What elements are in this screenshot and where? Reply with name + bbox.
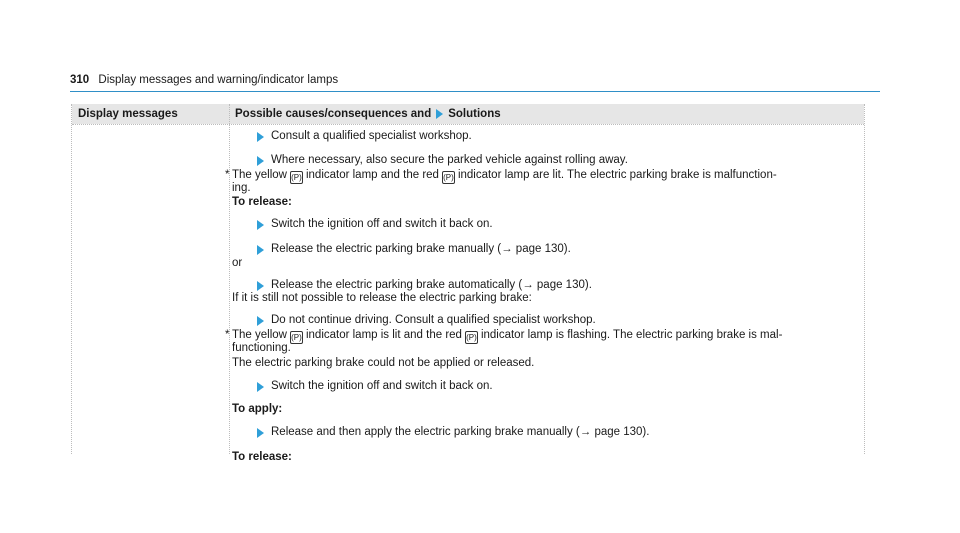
arrow-right-icon xyxy=(436,109,443,119)
col-header-causes-solutions xyxy=(235,108,501,120)
still-not-text: If it is still not possible to release the electric parking brake: xyxy=(232,292,532,304)
or-text: or xyxy=(232,257,243,269)
list-item xyxy=(232,243,571,256)
step-text: Switch the ignition off and switch it back on. xyxy=(271,380,493,392)
step-text: Switch the ignition off and switch it back on. xyxy=(271,218,493,230)
release-label: To release: xyxy=(232,196,292,208)
footnote-star: * xyxy=(225,169,230,181)
list-item xyxy=(232,218,493,231)
row-divider xyxy=(72,124,864,125)
footnote-star: * xyxy=(225,329,230,341)
parking-brake-icon: (P) xyxy=(291,173,302,182)
arrow-right-icon xyxy=(257,220,264,230)
table-header-row xyxy=(72,104,864,124)
cause-text: indicator lamp is lit and the red xyxy=(305,329,462,341)
cause-text: The yellow xyxy=(232,169,287,181)
list-item xyxy=(232,279,592,292)
column-divider xyxy=(229,104,230,454)
cause-text: indicator lamp and the red xyxy=(305,169,439,181)
cause-2 xyxy=(225,329,783,344)
cause-text: ing. xyxy=(232,182,251,194)
cause-text: indicator lamp is flashing. The electric parking brake is mal- xyxy=(480,329,783,341)
arrow-right-icon xyxy=(257,316,264,326)
arrow-right-icon xyxy=(257,245,264,255)
step-text: Consult a qualified specialist workshop. xyxy=(271,130,472,142)
page-header xyxy=(70,74,880,92)
display-messages-table xyxy=(71,104,865,463)
cause-text: indicator lamp are lit. The electric parking brake is malfunction- xyxy=(457,169,777,181)
release-label: To release: xyxy=(232,451,292,463)
list-item xyxy=(232,426,649,439)
arrow-right-icon xyxy=(257,382,264,392)
step-text: Release the electric parking brake automatically (→ page 130). xyxy=(271,279,592,291)
col-header-suffix: Solutions xyxy=(448,108,501,120)
arrow-right-icon xyxy=(257,156,264,166)
arrow-right-icon xyxy=(257,132,264,142)
list-item xyxy=(232,380,493,393)
step-text: Release the electric parking brake manually (→ page 130). xyxy=(271,243,571,255)
parking-brake-icon: (P) xyxy=(443,173,454,182)
list-item xyxy=(232,154,628,167)
parking-brake-icon: (P) xyxy=(291,333,302,342)
arrow-right-icon xyxy=(257,281,264,291)
col-header-prefix: Possible causes/consequences and xyxy=(235,108,432,120)
apply-label: To apply: xyxy=(232,403,283,415)
page-number: 310 xyxy=(70,74,90,86)
cause-1 xyxy=(225,169,777,184)
parking-brake-icon: (P) xyxy=(466,333,477,342)
arrow-right-icon xyxy=(257,428,264,438)
step-text: Do not continue driving. Consult a qualified specialist workshop. xyxy=(271,314,596,326)
step-text: Release and then apply the electric parking brake manually (→ page 130). xyxy=(271,426,650,438)
cause-text: functioning. xyxy=(232,342,291,354)
col-header-display-messages: Display messages xyxy=(78,108,178,120)
cause-text: The yellow xyxy=(232,329,287,341)
step-text: Where necessary, also secure the parked vehicle against rolling away. xyxy=(271,154,628,166)
list-item xyxy=(232,314,596,327)
list-item xyxy=(232,130,472,143)
page-header-title: Display messages and warning/indicator lamps xyxy=(98,74,339,86)
cause-text: The electric parking brake could not be applied or released. xyxy=(232,357,535,369)
